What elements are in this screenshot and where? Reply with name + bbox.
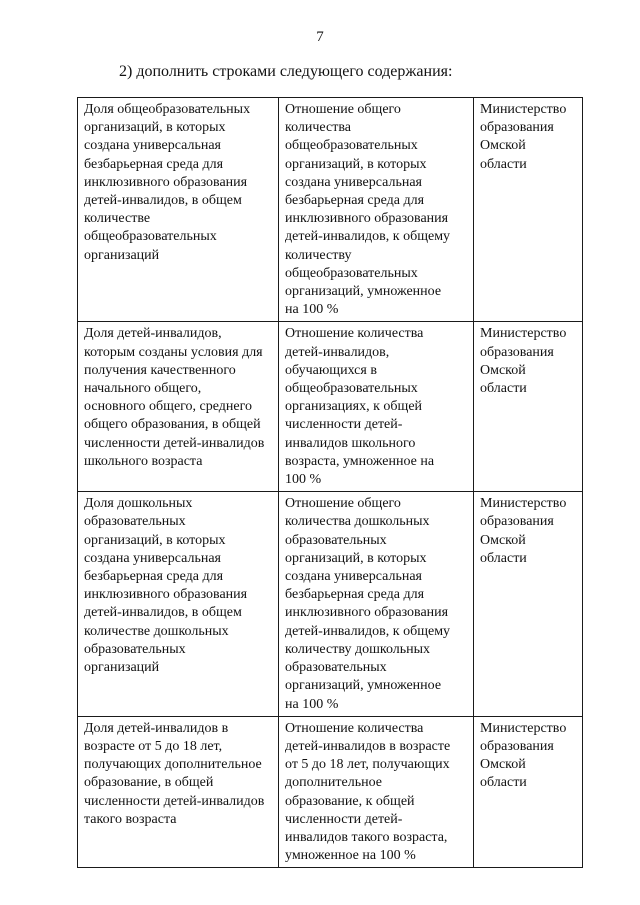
table-row	[78, 492, 583, 716]
table-row	[78, 98, 583, 322]
indicator-cell: Доля детей-инвалидов, которым созданы условия для получения качественного начального общего, основного общего, среднего общего образования, в общей численности детей-инвалидов школьного возраста	[78, 322, 279, 492]
calculation-method-cell: Отношение количества детей-инвалидов, обучающихся в общеобразовательных организациях, к общей численности детей- инвалидов школьного возраста, умноженное на 100 %	[279, 322, 474, 492]
responsible-cell: Министерство образования Омской области	[474, 716, 583, 868]
indicator-cell: Доля общеобразовательных организаций, в которых создана универсальная безбарьерная среда для инклюзивного образования детей-инвалидов, в общем количестве общеобразовательных организаций	[78, 98, 279, 322]
calculation-method-cell: Отношение общего количества дошкольных образовательных организаций, в которых создана универсальная безбарьерная среда для инклюзивного образования детей-инвалидов, к общему количеству дошкольных образовательных организаций, умноженное на 100 %	[279, 492, 474, 716]
intro-text: 2) дополнить строками следующего содержания:	[119, 63, 453, 80]
responsible-cell: Министерство образования Омской области	[474, 492, 583, 716]
calculation-method-cell: Отношение количества детей-инвалидов в возрасте от 5 до 18 лет, получающих дополнительное образование, к общей численности детей- инвалидов такого возраста, умноженное на 100 %	[279, 716, 474, 868]
table-row	[78, 322, 583, 492]
responsible-cell: Министерство образования Омской области	[474, 322, 583, 492]
indicator-cell: Доля дошкольных образовательных организаций, в которых создана универсальная безбарьерная среда для инклюзивного образования детей-инвалидов, в общем количестве дошкольных образовательных организаций	[78, 492, 279, 716]
responsible-cell: Министерство образования Омской области	[474, 98, 583, 322]
table-row	[78, 716, 583, 868]
page-number: 7	[316, 29, 324, 45]
indicators-table	[77, 97, 583, 868]
calculation-method-cell: Отношение общего количества общеобразовательных организаций, в которых создана универсальная безбарьерная среда для инклюзивного образования детей-инвалидов, к общему количеству общеобразовательных организаций, умноженное на 100 %	[279, 98, 474, 322]
indicator-cell: Доля детей-инвалидов в возрасте от 5 до 18 лет, получающих дополнительное образование, в общей численности детей-инвалидов такого возраста	[78, 716, 279, 868]
